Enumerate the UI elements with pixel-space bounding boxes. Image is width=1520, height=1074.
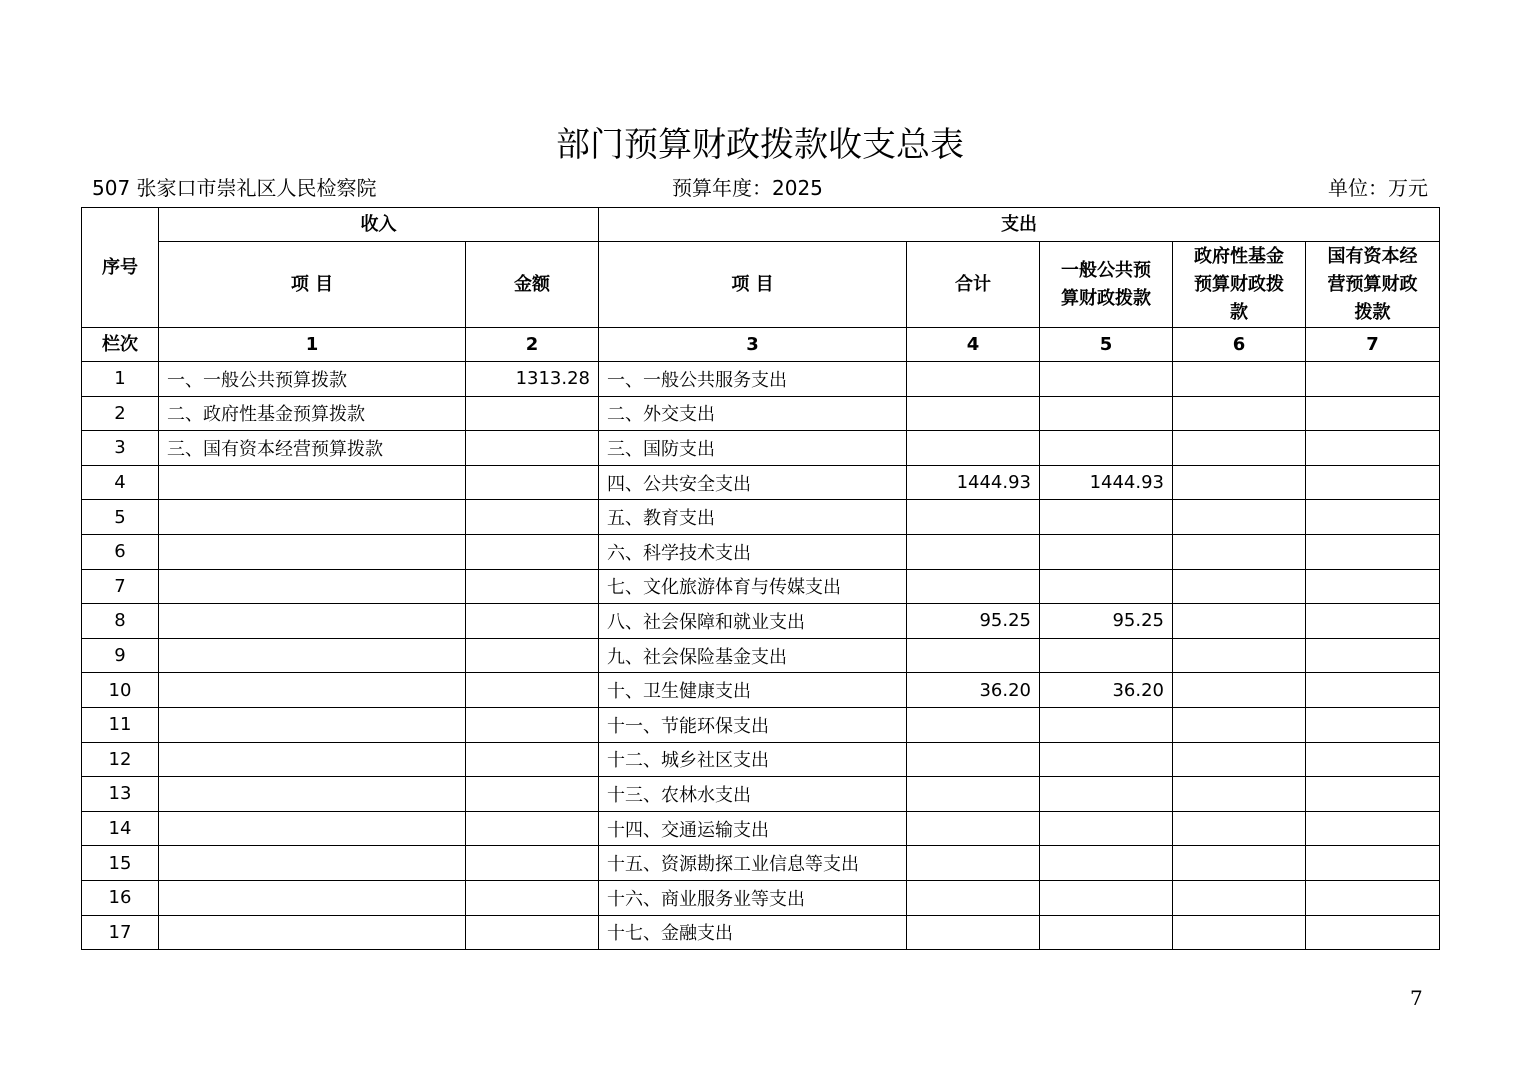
- expense-general-header: 一般公共预算财政拨款: [1040, 242, 1173, 328]
- table-row: [82, 604, 1440, 639]
- expense-total-cell: [907, 777, 1040, 812]
- expense-state-cell: [1306, 846, 1440, 881]
- income-amount-cell: [466, 777, 599, 812]
- expense-total-cell: [907, 534, 1040, 569]
- expense-general-cell: 1444.93: [1040, 465, 1173, 500]
- expense-total-cell: [907, 880, 1040, 915]
- expense-item-cell: 五、教育支出: [599, 500, 907, 535]
- page-title: 部门预算财政拨款收支总表: [556, 125, 964, 165]
- expense-general-cell: [1040, 534, 1173, 569]
- expense-total-cell: [907, 742, 1040, 777]
- table-row: [82, 880, 1440, 915]
- expense-item-cell: 九、社会保险基金支出: [599, 638, 907, 673]
- table-row: [82, 534, 1440, 569]
- seq-cell: 17: [82, 915, 159, 950]
- table-row: [82, 777, 1440, 812]
- table-row: [82, 673, 1440, 708]
- expense-item-cell: 七、文化旅游体育与传媒支出: [599, 569, 907, 604]
- expense-fund-cell: [1173, 362, 1306, 397]
- column-index-3: 3: [599, 328, 907, 362]
- seq-cell: 5: [82, 500, 159, 535]
- expense-state-cell: [1306, 362, 1440, 397]
- income-item-cell: [159, 604, 466, 639]
- seq-cell: 15: [82, 846, 159, 881]
- income-item-cell: [159, 880, 466, 915]
- budget-year: 预算年度：2025: [672, 176, 823, 200]
- income-amount-cell: [466, 673, 599, 708]
- column-index-5: 5: [1040, 328, 1173, 362]
- expense-fund-cell: [1173, 742, 1306, 777]
- expense-general-cell: [1040, 846, 1173, 881]
- income-amount-cell: [466, 569, 599, 604]
- income-amount-cell: [466, 915, 599, 950]
- expense-general-cell: [1040, 431, 1173, 466]
- expense-fund-cell: [1173, 534, 1306, 569]
- income-item-cell: [159, 846, 466, 881]
- expense-fund-header: 政府性基金预算财政拨款: [1173, 242, 1306, 328]
- expense-general-cell: [1040, 915, 1173, 950]
- expense-state-cell: [1306, 707, 1440, 742]
- expense-fund-cell: [1173, 638, 1306, 673]
- income-item-cell: [159, 915, 466, 950]
- seq-cell: 2: [82, 396, 159, 431]
- expense-fund-cell: [1173, 673, 1306, 708]
- expense-state-cell: [1306, 880, 1440, 915]
- expense-item-cell: 十三、农林水支出: [599, 777, 907, 812]
- expense-fund-cell: [1173, 811, 1306, 846]
- expense-state-cell: [1306, 811, 1440, 846]
- expense-general-cell: [1040, 362, 1173, 397]
- seq-cell: 9: [82, 638, 159, 673]
- expense-fund-cell: [1173, 880, 1306, 915]
- table-row: [82, 915, 1440, 950]
- table-row: [82, 569, 1440, 604]
- expense-fund-cell: [1173, 604, 1306, 639]
- expense-total-cell: [907, 362, 1040, 397]
- expense-total-cell: [907, 569, 1040, 604]
- expense-total-cell: [907, 707, 1040, 742]
- income-item-cell: 三、国有资本经营预算拨款: [159, 431, 466, 466]
- income-amount-header: 金额: [466, 242, 599, 328]
- expense-state-cell: [1306, 534, 1440, 569]
- income-amount-cell: [466, 465, 599, 500]
- income-amount-cell: [466, 431, 599, 466]
- income-item-cell: [159, 569, 466, 604]
- seq-cell: 10: [82, 673, 159, 708]
- seq-cell: 11: [82, 707, 159, 742]
- expense-item-header: 项 目: [599, 242, 907, 328]
- expense-state-cell: [1306, 396, 1440, 431]
- seq-header: 序号: [82, 208, 159, 328]
- expense-state-cell: [1306, 673, 1440, 708]
- expense-item-cell: 十二、城乡社区支出: [599, 742, 907, 777]
- expense-item-cell: 四、公共安全支出: [599, 465, 907, 500]
- expense-item-cell: 三、国防支出: [599, 431, 907, 466]
- expense-total-cell: 1444.93: [907, 465, 1040, 500]
- expense-item-cell: 十四、交通运输支出: [599, 811, 907, 846]
- table-row: [82, 811, 1440, 846]
- income-amount-cell: [466, 500, 599, 535]
- income-amount-cell: [466, 638, 599, 673]
- income-item-cell: [159, 777, 466, 812]
- expense-total-cell: 95.25: [907, 604, 1040, 639]
- seq-cell: 13: [82, 777, 159, 812]
- expense-state-cell: [1306, 465, 1440, 500]
- table-row: [82, 431, 1440, 466]
- income-amount-cell: [466, 707, 599, 742]
- income-amount-cell: [466, 742, 599, 777]
- income-amount-cell: [466, 534, 599, 569]
- expense-total-cell: 36.20: [907, 673, 1040, 708]
- table-row: [82, 638, 1440, 673]
- expense-general-cell: [1040, 811, 1173, 846]
- expense-general-cell: [1040, 707, 1173, 742]
- expense-total-header: 合计: [907, 242, 1040, 328]
- seq-cell: 7: [82, 569, 159, 604]
- page-number: 7: [1410, 986, 1423, 1010]
- income-item-cell: [159, 534, 466, 569]
- seq-cell: 6: [82, 534, 159, 569]
- table-body: [82, 362, 1440, 950]
- expense-item-cell: 八、社会保障和就业支出: [599, 604, 907, 639]
- income-item-cell: 二、政府性基金预算拨款: [159, 396, 466, 431]
- seq-cell: 16: [82, 880, 159, 915]
- expense-fund-cell: [1173, 500, 1306, 535]
- expense-state-cell: [1306, 638, 1440, 673]
- expense-total-cell: [907, 846, 1040, 881]
- expense-fund-cell: [1173, 915, 1306, 950]
- expense-item-cell: 六、科学技术支出: [599, 534, 907, 569]
- expense-total-cell: [907, 915, 1040, 950]
- table-row: [82, 465, 1440, 500]
- expense-state-cell: [1306, 500, 1440, 535]
- table-row: [82, 846, 1440, 881]
- expense-fund-cell: [1173, 707, 1306, 742]
- expense-fund-cell: [1173, 777, 1306, 812]
- expense-total-cell: [907, 396, 1040, 431]
- table-row: [82, 707, 1440, 742]
- income-item-cell: [159, 465, 466, 500]
- expense-total-cell: [907, 500, 1040, 535]
- income-item-cell: [159, 638, 466, 673]
- income-item-cell: [159, 673, 466, 708]
- expense-general-cell: 36.20: [1040, 673, 1173, 708]
- expense-item-cell: 十七、金融支出: [599, 915, 907, 950]
- column-index-label: 栏次: [82, 328, 159, 362]
- table-row: [82, 500, 1440, 535]
- expense-state-header: 国有资本经营预算财政拨款: [1306, 242, 1440, 328]
- column-index-1: 1: [159, 328, 466, 362]
- column-index-4: 4: [907, 328, 1040, 362]
- column-index-2: 2: [466, 328, 599, 362]
- seq-cell: 1: [82, 362, 159, 397]
- seq-cell: 3: [82, 431, 159, 466]
- expense-state-cell: [1306, 742, 1440, 777]
- table-row: [82, 362, 1440, 397]
- expense-fund-cell: [1173, 569, 1306, 604]
- expense-state-cell: [1306, 604, 1440, 639]
- income-item-cell: [159, 500, 466, 535]
- department-name: 507 张家口市崇礼区人民检察院: [92, 176, 377, 200]
- expense-item-cell: 十五、资源勘探工业信息等支出: [599, 846, 907, 881]
- expense-general-cell: [1040, 777, 1173, 812]
- expense-item-cell: 十、卫生健康支出: [599, 673, 907, 708]
- expense-state-cell: [1306, 777, 1440, 812]
- expense-fund-cell: [1173, 431, 1306, 466]
- seq-cell: 4: [82, 465, 159, 500]
- column-index-7: 7: [1306, 328, 1440, 362]
- expense-general-cell: [1040, 638, 1173, 673]
- income-amount-cell: [466, 880, 599, 915]
- expense-item-cell: 一、一般公共服务支出: [599, 362, 907, 397]
- expense-state-cell: [1306, 569, 1440, 604]
- expense-general-cell: [1040, 396, 1173, 431]
- seq-cell: 8: [82, 604, 159, 639]
- expense-fund-cell: [1173, 396, 1306, 431]
- income-header: 收入: [159, 208, 599, 242]
- expense-state-cell: [1306, 431, 1440, 466]
- unit-label: 单位：万元: [1328, 176, 1428, 200]
- expense-item-cell: 十六、商业服务业等支出: [599, 880, 907, 915]
- expense-state-cell: [1306, 915, 1440, 950]
- expense-total-cell: [907, 431, 1040, 466]
- expense-total-cell: [907, 811, 1040, 846]
- expense-general-cell: [1040, 742, 1173, 777]
- expense-item-cell: 二、外交支出: [599, 396, 907, 431]
- seq-cell: 12: [82, 742, 159, 777]
- income-item-header: 项 目: [159, 242, 466, 328]
- column-index-6: 6: [1173, 328, 1306, 362]
- income-item-cell: [159, 707, 466, 742]
- income-amount-cell: [466, 846, 599, 881]
- expense-fund-cell: [1173, 846, 1306, 881]
- income-amount-cell: [466, 396, 599, 431]
- table-row: [82, 742, 1440, 777]
- budget-table: [81, 207, 1440, 950]
- expense-fund-cell: [1173, 465, 1306, 500]
- seq-cell: 14: [82, 811, 159, 846]
- expense-total-cell: [907, 638, 1040, 673]
- expense-general-cell: 95.25: [1040, 604, 1173, 639]
- expense-general-cell: [1040, 500, 1173, 535]
- income-amount-cell: [466, 811, 599, 846]
- expense-general-cell: [1040, 569, 1173, 604]
- expense-general-cell: [1040, 880, 1173, 915]
- income-item-cell: [159, 742, 466, 777]
- table-row: [82, 396, 1440, 431]
- expense-header: 支出: [599, 208, 1440, 242]
- income-amount-cell: [466, 604, 599, 639]
- expense-item-cell: 十一、节能环保支出: [599, 707, 907, 742]
- income-item-cell: [159, 811, 466, 846]
- income-amount-cell: 1313.28: [466, 362, 599, 397]
- income-item-cell: 一、一般公共预算拨款: [159, 362, 466, 397]
